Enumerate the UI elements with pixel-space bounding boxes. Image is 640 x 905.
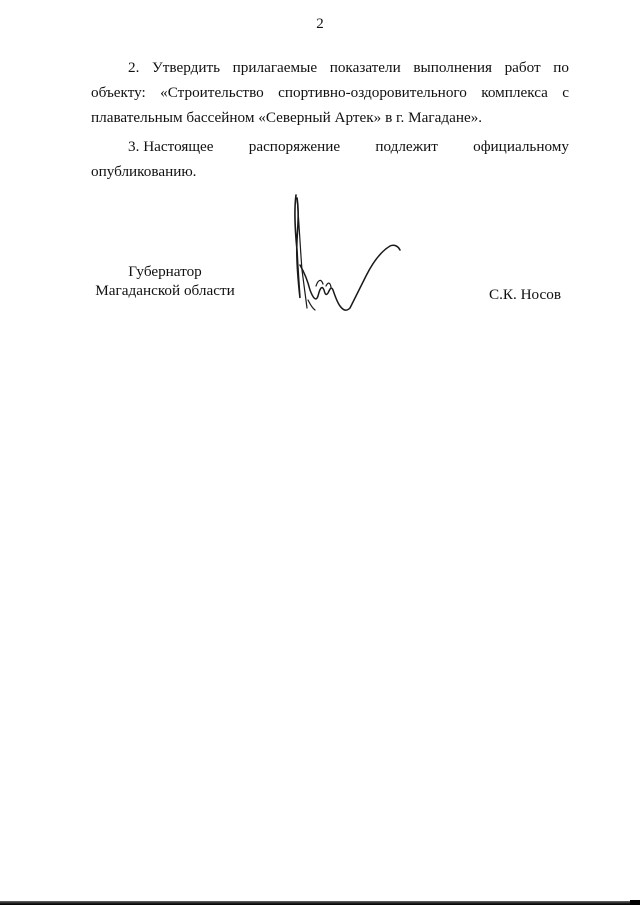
signer-name: С.К. Носов — [488, 286, 562, 303]
signer-title-line-2: Магаданской области — [95, 282, 235, 299]
signer-title — [80, 262, 250, 300]
page-number: 2 — [316, 16, 324, 32]
signer-title-line-1: Губернатор — [128, 263, 202, 280]
clause-3-word-2: распоряжение — [248, 138, 341, 155]
scan-edge-corner — [630, 900, 640, 905]
clause-3 — [91, 134, 569, 184]
clause-3-word-1: 3. Настоящее — [128, 138, 214, 155]
clause-2-text: 2. Утвердить прилагаемые показатели выполнения работ по объекту: «Строительство спортивно-оздоровительного комплекса с плавательным бассейном «Северный Артек» в г. Магадане». — [91, 59, 569, 126]
handwritten-signature — [280, 190, 420, 325]
clause-3-word-4: официальному — [473, 138, 569, 155]
clause-3-word-3: подлежит — [375, 138, 438, 155]
scan-edge-bottom — [0, 901, 640, 905]
clause-3-first-line — [91, 134, 569, 159]
clause-3-last-line: опубликованию. — [91, 163, 197, 180]
